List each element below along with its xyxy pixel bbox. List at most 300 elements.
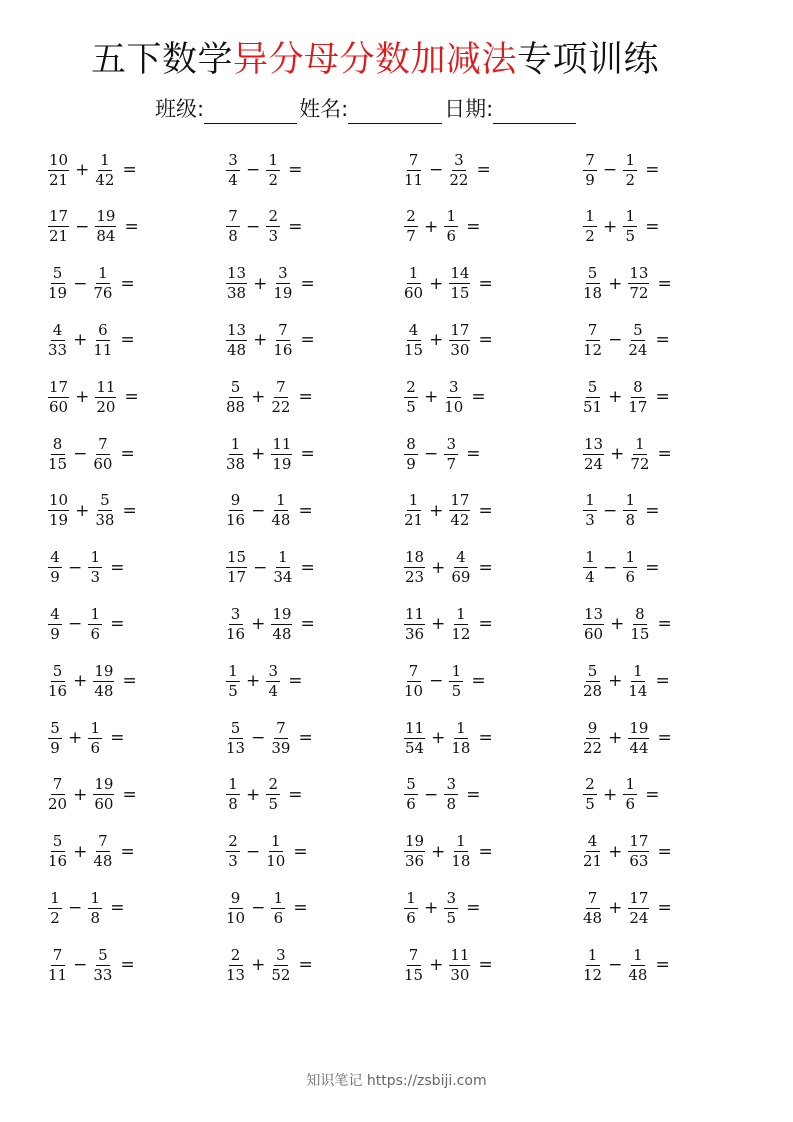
operator: + [608,728,623,748]
first-fraction [403,720,426,757]
numerator: 18 [405,548,425,567]
second-fraction [622,776,638,813]
denominator: 60 [93,454,113,473]
first-fraction [47,208,70,245]
numerator: 2 [226,833,240,852]
operator: − [68,557,83,578]
numerator: 1 [454,833,468,852]
numerator: 1 [444,208,458,227]
denominator: 72 [630,454,650,473]
operator: + [608,898,623,919]
numerator: 8 [404,436,418,455]
denominator: 3 [585,511,595,530]
denominator: 72 [629,284,649,303]
numerator: 3 [266,663,280,682]
problem-item [47,148,137,192]
problem-item [225,432,315,476]
denominator: 9 [406,454,416,473]
denominator: 15 [404,965,424,984]
problem-item [403,489,493,533]
first-fraction [47,549,63,586]
denominator: 6 [625,795,636,814]
denominator: 8 [446,795,457,814]
second-fraction [629,436,650,473]
equals-sign: = [300,557,315,578]
operator: + [253,273,268,294]
denominator: 6 [406,795,416,814]
denominator: 60 [404,284,424,303]
first-fraction [582,265,603,302]
name-label: 姓名: [299,97,349,121]
denominator: 11 [93,340,113,359]
numerator: 5 [229,379,243,398]
numerator: 7 [96,436,110,455]
second-fraction [443,379,464,416]
numerator: 4 [586,833,600,852]
first-fraction [403,890,419,927]
denominator: 33 [48,340,68,359]
denominator: 34 [273,568,293,587]
numerator: 5 [48,720,62,739]
denominator: 22 [271,397,291,416]
denominator: 21 [49,170,69,189]
problem-item [403,148,491,192]
numerator: 7 [407,663,421,682]
numerator: 13 [629,264,649,283]
denominator: 6 [90,624,101,643]
equals-sign: = [298,500,313,521]
first-fraction [403,265,424,302]
denominator: 28 [583,681,603,700]
first-fraction [582,663,603,700]
problem-item [403,262,493,306]
problem-item [47,205,139,249]
second-fraction [448,152,469,189]
numerator: 3 [447,379,461,398]
numerator: 5 [586,379,600,398]
operator: + [608,273,623,294]
denominator: 10 [226,908,246,927]
denominator: 11 [48,965,68,984]
equals-sign: = [300,614,315,635]
first-fraction [225,152,241,189]
first-fraction [47,265,68,302]
denominator: 3 [228,852,238,871]
operator: + [610,444,625,464]
denominator: 24 [584,454,604,473]
operator: + [246,784,261,805]
problem-item [403,432,481,476]
denominator: 2 [268,170,279,189]
numerator: 9 [586,720,600,739]
first-fraction [47,606,63,643]
second-fraction [622,152,638,189]
second-fraction [87,890,103,927]
title-suffix: 专项训练 [517,40,660,80]
problem-item [403,375,486,419]
second-fraction [627,720,650,757]
first-fraction [225,890,246,927]
equals-sign: = [478,728,493,748]
second-fraction [94,208,117,245]
numerator: 19 [629,718,649,737]
denominator: 6 [406,908,416,927]
equals-sign: = [478,273,493,294]
first-fraction [47,776,68,813]
numerator: 1 [407,265,421,284]
first-fraction [47,436,68,473]
problem-item [47,489,137,533]
problem-item [225,375,313,419]
denominator: 4 [268,681,279,700]
denominator: 7 [406,227,416,246]
operator: + [431,841,446,862]
equals-sign: = [110,728,125,748]
denominator: 9 [50,738,60,757]
equals-sign: = [478,955,493,976]
operator: − [429,671,444,692]
numerator: 8 [51,436,65,455]
denominator: 30 [450,965,470,984]
operator: − [251,728,266,748]
numerator: 7 [96,833,110,852]
operator: − [246,160,261,180]
first-fraction [225,947,246,984]
second-fraction [627,265,650,302]
numerator: 13 [227,320,247,339]
denominator: 33 [93,965,113,984]
title-topic: 异分母分数加减法 [232,40,517,80]
equals-sign: = [657,728,672,748]
numerator: 5 [51,265,65,284]
numerator: 7 [583,152,597,171]
first-fraction [47,833,68,870]
operator: + [429,330,444,351]
first-fraction [403,152,424,189]
problem-item [582,262,672,306]
numerator: 10 [49,491,69,510]
denominator: 5 [406,397,416,416]
second-fraction [270,379,291,416]
numerator: 5 [586,663,600,682]
denominator: 6 [273,908,284,927]
operator: − [246,841,261,862]
second-fraction [272,322,293,359]
numerator: 1 [583,492,597,511]
denominator: 8 [90,908,101,927]
numerator: 1 [88,890,102,909]
second-fraction [94,152,115,189]
equals-sign: = [478,500,493,521]
numerator: 1 [623,776,637,795]
denominator: 7 [446,454,457,473]
second-fraction [450,720,471,757]
operator: − [603,500,618,521]
numerator: 17 [629,888,649,907]
numerator: 1 [88,606,102,625]
operator: + [429,500,444,521]
first-fraction [403,776,419,813]
numerator: 15 [227,548,247,567]
denominator: 6 [625,568,636,587]
denominator: 2 [585,227,595,246]
denominator: 5 [268,795,279,814]
second-fraction [450,549,471,586]
denominator: 22 [583,738,603,757]
denominator: 8 [228,227,238,246]
problem-item [582,489,660,533]
numerator: 9 [229,492,243,511]
numerator: 1 [274,492,288,511]
numerator: 1 [407,492,421,511]
numerator: 5 [96,947,110,966]
problem-item [47,602,125,646]
problem-item [582,546,660,590]
numerator: 1 [271,890,285,909]
equals-sign: = [476,160,491,180]
second-fraction [92,265,113,302]
numerator: 1 [98,152,112,171]
equals-sign: = [288,784,303,805]
operator: − [253,557,268,578]
equals-sign: = [110,898,125,919]
operator: + [246,671,261,692]
equals-sign: = [657,614,672,635]
operator: + [429,273,444,294]
numerator: 4 [48,606,62,625]
equals-sign: = [645,216,660,237]
equals-sign: = [122,784,137,805]
denominator: 5 [585,795,595,814]
problem-item [582,205,660,249]
first-fraction [403,663,424,700]
second-fraction [92,947,113,984]
numerator: 5 [98,492,112,511]
numerator: 1 [623,152,637,171]
problem-item [403,205,481,249]
problem-item [225,773,303,817]
equals-sign: = [655,955,670,976]
second-fraction [443,776,459,813]
denominator: 8 [228,795,238,814]
equals-sign: = [298,955,313,976]
problem-item [225,489,313,533]
denominator: 15 [48,454,68,473]
second-fraction [443,436,459,473]
denominator: 60 [94,795,114,814]
operator: − [73,273,88,294]
denominator: 12 [583,340,603,359]
problem-item [403,716,493,760]
equals-sign: = [466,784,481,805]
numerator: 7 [586,322,600,341]
denominator: 9 [50,568,60,587]
problem-item [225,546,315,590]
operator: − [424,444,439,464]
denominator: 16 [48,852,68,871]
denominator: 63 [629,852,649,871]
denominator: 17 [227,568,247,587]
operator: + [253,330,268,351]
numerator: 1 [266,152,280,171]
problem-item [47,716,125,760]
second-fraction [265,663,281,700]
denominator: 4 [228,170,238,189]
operator: − [75,216,90,237]
first-fraction [403,606,426,643]
first-fraction [403,379,419,416]
problem-item [582,659,670,703]
date-blank[interactable] [493,99,576,124]
second-fraction [265,776,281,813]
operator: − [73,955,88,976]
equals-sign: = [122,160,137,180]
operator: + [431,614,446,635]
equals-sign: = [645,557,660,578]
second-fraction [627,947,648,984]
numerator: 3 [444,890,458,909]
class-blank[interactable] [204,99,297,124]
worksheet-title [0,36,750,84]
numerator: 7 [226,208,240,227]
problem-item [403,546,493,590]
operator: − [608,330,623,351]
denominator: 10 [444,397,464,416]
equals-sign: = [300,273,315,294]
problem-item [403,773,481,817]
numerator: 3 [276,265,290,284]
denominator: 11 [404,170,424,189]
operator: + [424,898,439,919]
denominator: 42 [95,170,115,189]
first-fraction [582,776,598,813]
denominator: 20 [48,795,68,814]
numerator: 1 [226,663,240,682]
equals-sign: = [300,330,315,351]
denominator: 9 [50,624,60,643]
operator: − [251,500,266,521]
equals-sign: = [120,273,135,294]
numerator: 1 [226,776,240,795]
equals-sign: = [288,160,303,180]
first-fraction [403,549,426,586]
first-fraction [47,890,63,927]
problem-item [582,148,660,192]
first-fraction [582,152,598,189]
numerator: 7 [407,947,421,966]
second-fraction [87,720,103,757]
first-fraction [403,492,424,529]
denominator: 48 [227,340,247,359]
denominator: 18 [451,738,471,757]
date-label: 日期: [444,97,494,121]
equals-sign: = [471,671,486,692]
first-fraction [582,720,603,757]
class-label: 班级: [155,97,205,121]
operator: + [608,841,623,862]
equals-sign: = [288,216,303,237]
name-blank[interactable] [348,99,442,124]
second-fraction [627,833,650,870]
second-fraction [265,208,281,245]
numerator: 2 [404,379,418,398]
equals-sign: = [293,898,308,919]
numerator: 1 [454,720,468,739]
operator: − [429,160,444,180]
first-fraction [403,208,419,245]
equals-sign: = [655,330,670,351]
operator: + [429,955,444,976]
denominator: 48 [272,624,292,643]
problem-item [582,716,672,760]
second-fraction [265,152,281,189]
numerator: 5 [586,265,600,284]
denominator: 48 [628,965,648,984]
second-fraction [443,208,459,245]
equals-sign: = [657,841,672,862]
first-fraction [582,833,603,870]
numerator: 5 [631,322,645,341]
first-fraction [582,890,603,927]
operator: + [431,557,446,578]
equals-sign: = [124,216,139,237]
numerator: 1 [229,436,243,455]
first-fraction [403,322,424,359]
first-fraction [225,208,241,245]
numerator: 11 [96,377,116,396]
numerator: 1 [586,947,600,966]
numerator: 17 [629,832,649,851]
numerator: 9 [229,890,243,909]
second-fraction [627,379,648,416]
second-fraction [92,833,113,870]
denominator: 6 [90,738,101,757]
student-info-line [155,92,578,124]
problem-item [403,886,481,930]
equals-sign: = [645,160,660,180]
problem-item [403,602,493,646]
operator: + [603,784,618,805]
numerator: 3 [452,152,466,171]
first-fraction [582,606,605,643]
denominator: 19 [273,284,293,303]
denominator: 19 [272,454,292,473]
problem-item [225,318,315,362]
equals-sign: = [655,671,670,692]
first-fraction [582,322,603,359]
numerator: 4 [454,549,468,568]
numerator: 11 [405,718,425,737]
first-fraction [225,663,241,700]
denominator: 15 [630,624,650,643]
numerator: 7 [586,890,600,909]
numerator: 3 [274,947,288,966]
second-fraction [448,322,471,359]
equals-sign: = [298,387,313,408]
denominator: 14 [628,681,648,700]
equals-sign: = [110,614,125,635]
denominator: 84 [96,227,116,246]
numerator: 3 [229,606,243,625]
numerator: 13 [584,604,604,623]
second-fraction [270,492,291,529]
first-fraction [225,549,248,586]
equals-sign: = [645,784,660,805]
numerator: 1 [449,663,463,682]
numerator: 7 [407,152,421,171]
second-fraction [92,322,113,359]
second-fraction [270,890,286,927]
